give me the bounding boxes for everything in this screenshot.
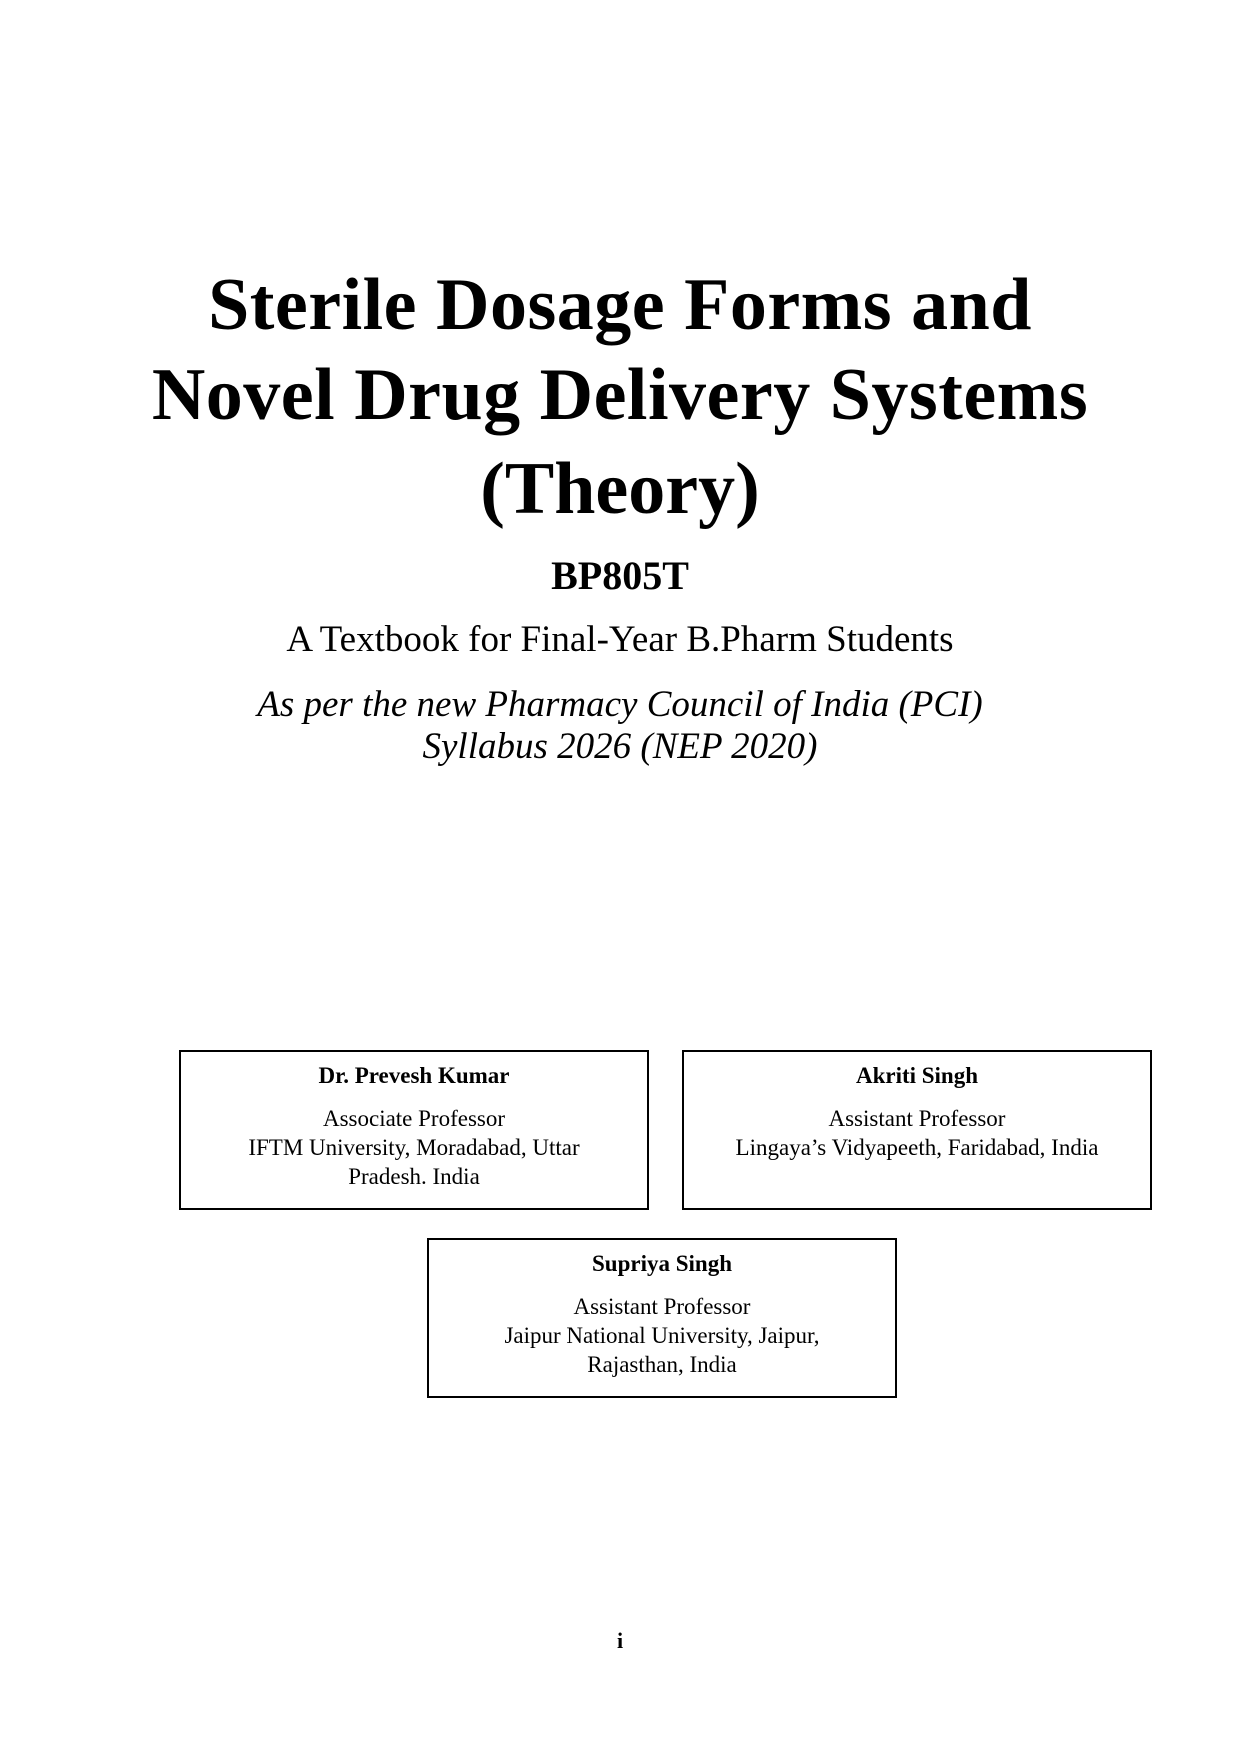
author-affiliation-line: Lingaya’s Vidyapeeth, Faridabad, India bbox=[735, 1135, 1099, 1160]
author-position: Associate Professor bbox=[322, 1106, 506, 1131]
author-name: Supriya Singh bbox=[592, 1251, 732, 1276]
syllabus-note bbox=[0, 684, 1240, 768]
page-number: i bbox=[616, 1628, 624, 1653]
author-affiliation-line: Pradesh. India bbox=[348, 1164, 480, 1189]
book-title-line-1: Sterile Dosage Forms and bbox=[208, 264, 1032, 346]
book-subtitle: A Textbook for Final-Year B.Pharm Students bbox=[286, 619, 954, 660]
author-affiliation-line: Jaipur National University, Jaipur, bbox=[504, 1323, 820, 1348]
author-card-akriti-singh bbox=[682, 1050, 1152, 1210]
author-card-prevesh-kumar bbox=[179, 1050, 649, 1210]
syllabus-line-2: Syllabus 2026 (NEP 2020) bbox=[422, 726, 818, 767]
author-affiliation-line: Rajasthan, India bbox=[587, 1352, 737, 1377]
course-code: BP805T bbox=[551, 553, 689, 598]
author-name: Akriti Singh bbox=[855, 1063, 979, 1088]
author-card-supriya-singh bbox=[427, 1238, 897, 1398]
book-title-line-2: Novel Drug Delivery Systems bbox=[151, 354, 1089, 436]
author-position: Assistant Professor bbox=[573, 1294, 751, 1319]
title-block bbox=[0, 260, 1240, 768]
author-name: Dr. Prevesh Kumar bbox=[318, 1063, 510, 1088]
syllabus-line-1: As per the new Pharmacy Council of India (PCI) bbox=[257, 684, 983, 725]
book-title-line-3: (Theory) bbox=[480, 448, 760, 530]
author-position: Assistant Professor bbox=[828, 1106, 1006, 1131]
author-affiliation-line: IFTM University, Moradabad, Uttar bbox=[248, 1135, 580, 1160]
